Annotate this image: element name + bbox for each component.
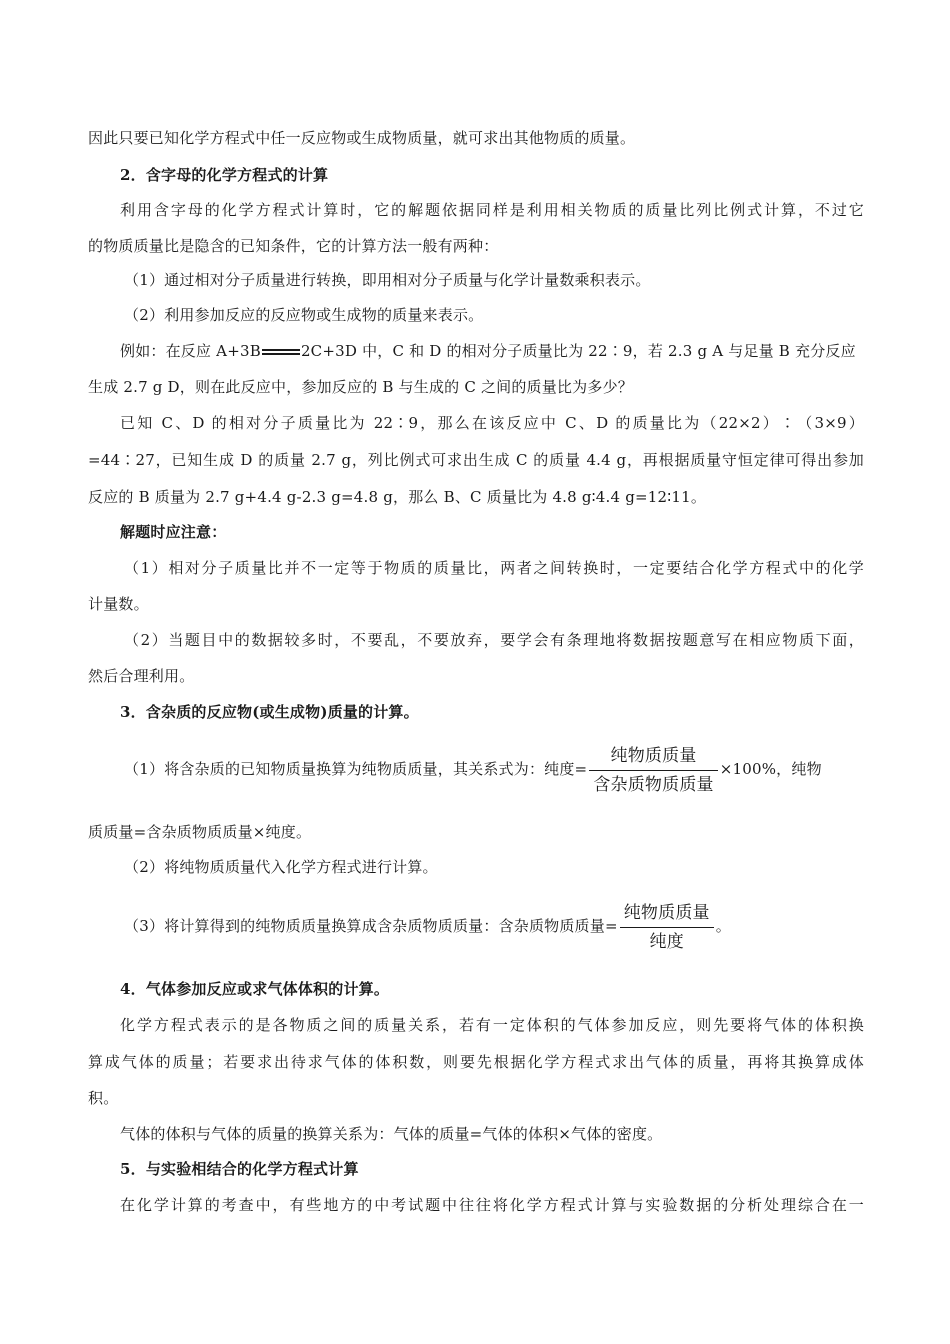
paragraph-line: 气体的体积与气体的质量的换算关系为：气体的质量=气体的体积×气体的密度。: [120, 1125, 663, 1143]
paragraph-line: 化学方程式表示的是各物质之间的质量关系，若有一定体积的气体参加反应，则先要将气体的体积换: [120, 1016, 864, 1034]
paragraph-line: 然后合理利用。: [88, 667, 195, 685]
section-heading-4: 4．气体参加反应或求气体体积的计算。: [120, 980, 390, 998]
paragraph-line: 利用含字母的化学方程式计算时，它的解题依据同样是利用相关物质的质量比列比例式计算，不过它: [120, 201, 864, 219]
example-text-post: 2C+3D 中，C 和 D 的相对分子质量比为 22∶9，若 2.3 g A 与足量 B 充分反应: [300, 342, 856, 360]
paragraph-line: 积。: [88, 1089, 119, 1107]
solution-line: =44∶27，已知生成 D 的质量 2.7 g，列比例式可求出生成 C 的质量 4.4 g，再根据质量守恒定律可得出参加: [88, 451, 864, 469]
note-item-1: （1）相对分子质量比并不一定等于物质的质量比，两者之间转换时，一定要结合化学方程式中的化学: [124, 559, 864, 577]
formula-text-pre: （1）将含杂质的已知物质量换算为纯物质质量，其关系式为：纯度=: [124, 760, 588, 778]
solution-line: 已知 C、D 的相对分子质量比为 22∶9，那么在该反应中 C、D 的质量比为（22×2）∶（3×9）: [120, 414, 864, 432]
method-item-1: （1）通过相对分子质量进行转换，即用相对分子质量与化学计量数乘积表示。: [124, 271, 651, 289]
fraction-denominator: 含杂质物质质量: [589, 770, 717, 797]
double-line-equals-icon: [262, 348, 300, 356]
fraction-denominator: 纯度: [620, 927, 714, 954]
paragraph-line: 因此只要已知化学方程式中任一反应物或生成物质量，就可求出其他物质的质量。: [88, 129, 636, 147]
paragraph-line: 的物质质量比是隐含的已知条件，它的计算方法一般有两种：: [88, 237, 499, 255]
purity-formula-line: [124, 741, 864, 797]
purity-fraction: [589, 744, 717, 797]
paragraph-line: 算成气体的质量；若要求出待求气体的体积数，则要先根据化学方程式求出气体的质量，再将其换算成体: [88, 1053, 864, 1071]
impure-mass-formula-line: [124, 898, 864, 954]
example-line: [120, 341, 864, 361]
section-heading-5: 5．与实验相结合的化学方程式计算: [120, 1160, 359, 1178]
paragraph-line: 质质量=含杂质物质质量×纯度。: [88, 823, 312, 841]
formula-text-post: 。: [715, 917, 731, 935]
section-heading-2: 2．含字母的化学方程式的计算: [120, 166, 329, 184]
section-heading-3: 3．含杂质的反应物(或生成物)质量的计算。: [120, 703, 419, 721]
step-item-2: （2）将纯物质质量代入化学方程式进行计算。: [124, 858, 438, 876]
note-item-2: （2）当题目中的数据较多时，不要乱，不要放弃，要学会有条理地将数据按题意写在相应物质下面，: [124, 631, 864, 649]
fraction-numerator: 纯物质质量: [623, 902, 710, 923]
fraction-numerator: 纯物质质量: [610, 745, 697, 766]
impure-mass-fraction: [620, 901, 714, 954]
note-heading: 解题时应注意：: [120, 523, 227, 541]
formula-text-pre: （3）将计算得到的纯物质质量换算成含杂质物质质量：含杂质物质质量=: [124, 917, 618, 935]
paragraph-line: 生成 2.7 g D，则在此反应中，参加反应的 B 与生成的 C 之间的质量比为多少？: [88, 378, 633, 396]
paragraph-line: 在化学计算的考查中，有些地方的中考试题中往往将化学方程式计算与实验数据的分析处理综合在一: [120, 1196, 864, 1214]
formula-text-post: ×100%，纯物: [719, 760, 822, 778]
example-text-pre: 例如：在反应 A+3B: [120, 342, 261, 360]
method-item-2: （2）利用参加反应的反应物或生成物的质量来表示。: [124, 306, 484, 324]
solution-line: 反应的 B 质量为 2.7 g+4.4 g-2.3 g=4.8 g，那么 B、C 质量比为 4.8 g∶4.4 g=12∶11。: [88, 488, 707, 506]
paragraph-line: 计量数。: [88, 595, 149, 613]
